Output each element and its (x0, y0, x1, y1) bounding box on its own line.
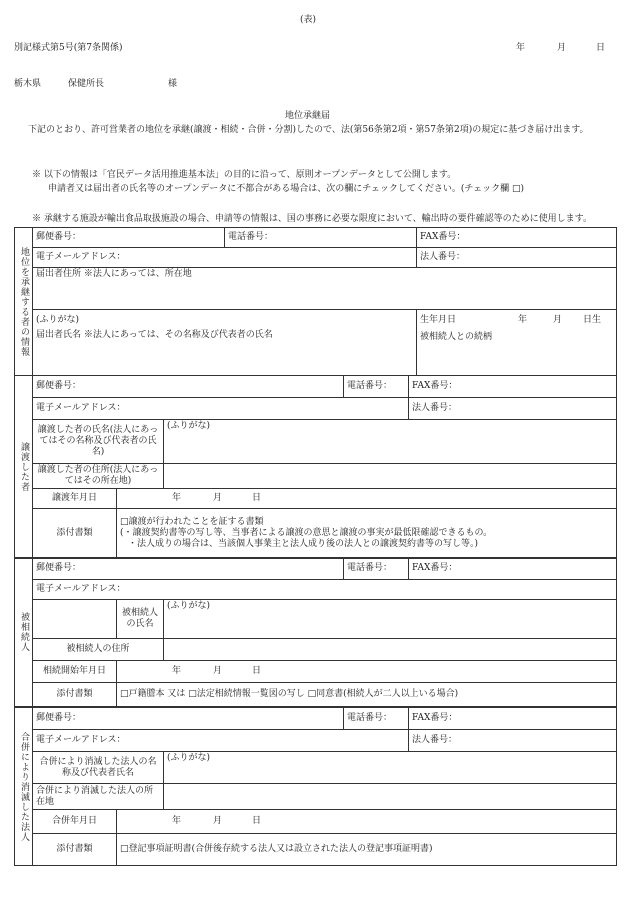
s4-phone[interactable] (344, 708, 409, 730)
transferor-table (14, 375, 617, 559)
s4-corp-no-label: 法人番号： (412, 735, 458, 745)
addressee-office: 保健所長 (68, 79, 105, 89)
s4-name-label-cell: 合併により消滅した法人の名称及び代表者氏名 (33, 752, 164, 784)
s3-name[interactable] (164, 600, 617, 638)
successor-table (14, 227, 617, 376)
s2-email-label: 電子メールアドレス： (36, 403, 126, 413)
s2-month: 月 (213, 493, 223, 503)
s1-birth-year: 年 (518, 315, 528, 325)
s2-attach-label: 添付書類 (33, 509, 117, 559)
s2-fax-label: FAX番号： (412, 381, 458, 391)
s2-date[interactable] (117, 489, 617, 509)
section3-heading: 被相続人 (15, 558, 33, 707)
s1-phone[interactable] (225, 228, 417, 248)
section4-heading: 合併により消滅した法人 (15, 708, 33, 866)
s2-attach-line3: ・法人成りの場合は、当該個人事業主と法人成り後の法人との譲渡契約書等の写し等。) (128, 539, 479, 549)
s4-name[interactable] (164, 752, 617, 784)
s4-address-label-cell: 合併により消滅した法人の所在地 (33, 784, 164, 810)
s4-email[interactable] (33, 730, 409, 752)
top-mark: (表) (300, 15, 317, 25)
s3-date-label: 相続開始年月日 (33, 660, 117, 682)
s2-day: 日 (252, 493, 262, 503)
s2-name[interactable] (164, 420, 617, 464)
s4-day: 日 (252, 816, 262, 826)
s1-postal-label: 郵便番号： (36, 232, 82, 242)
addressee-prefecture: 栃木県 (14, 79, 42, 89)
merged-corp-table (14, 707, 617, 866)
s4-attach[interactable]: □登記事項証明書(合併後存続する法人又は設立された法人の登記事項証明書) (117, 834, 617, 866)
s1-fax[interactable] (417, 228, 617, 248)
s1-address[interactable] (33, 268, 617, 310)
date-day: 日 (596, 43, 606, 53)
s2-address-label-cell: 譲渡した者の住所(法人にあってはその所在地) (33, 464, 164, 489)
s2-corp-no-label: 法人番号： (412, 403, 458, 413)
s1-birth-relation[interactable] (417, 310, 617, 376)
s4-address[interactable] (164, 784, 617, 810)
s1-corp-no-label: 法人番号： (420, 252, 466, 262)
s4-year: 年 (172, 816, 182, 826)
s2-phone-label: 電話番号： (347, 381, 393, 391)
s4-month: 月 (213, 816, 223, 826)
s2-postal[interactable] (33, 376, 344, 398)
s2-corp-no[interactable] (409, 398, 617, 420)
s3-email[interactable] (33, 580, 617, 600)
s3-name-label-cell: 被相続人の氏名 (117, 600, 164, 638)
s2-name-label-cell: 譲渡した者の氏名(法人にあってはその名称及び代表者の氏名) (33, 420, 164, 464)
form-number: 別記様式第5号(第7条関係) (14, 43, 123, 53)
s4-date-label: 合併年月日 (33, 810, 117, 834)
s3-phone-label: 電話番号： (347, 563, 393, 574)
s1-address-label: 届出者住所 ※法人にあっては、所在地 (36, 269, 192, 279)
s2-postal-label: 郵便番号： (36, 381, 82, 391)
s1-birth-label: 生年月日 (420, 315, 457, 325)
s3-fax-label: FAX番号： (412, 563, 458, 574)
date-year: 年 (516, 43, 526, 53)
s3-furigana-label: (ふりがな) (167, 601, 211, 612)
intro-text: 下記のとおり、許可営業者の地位を承継(譲渡・相続・合併・分割)したので、法(第56条第2項・第57条第2項)の規定に基づき届け出ます。 (28, 125, 589, 135)
s3-attach-label: 添付書類 (33, 682, 117, 706)
s1-name-label: 届出者氏名 ※法人にあっては、その名称及び代表者の氏名 (36, 330, 273, 340)
s1-furigana-label: (ふりがな) (36, 315, 80, 325)
s3-address[interactable] (164, 638, 617, 660)
section1-heading: 地位を承継する者の情報 (15, 228, 33, 376)
s3-postal[interactable] (33, 558, 344, 580)
s2-attach[interactable] (117, 509, 617, 559)
s4-date[interactable] (117, 810, 617, 834)
s4-attach-label: 添付書類 (33, 834, 117, 866)
s2-phone[interactable] (344, 376, 409, 398)
date-month: 月 (557, 43, 567, 53)
export-note: ※ 承継する施設が輸出食品取扱施設の場合、申請等の情報は、国の事務に必要な限度において、輸出時の要件確認等のために使用します。 (32, 214, 592, 224)
s2-year: 年 (172, 493, 182, 503)
s1-email[interactable] (33, 248, 417, 268)
s4-corp-no[interactable] (409, 730, 617, 752)
s1-postal[interactable] (33, 228, 225, 248)
s4-email-label: 電子メールアドレス： (36, 735, 126, 745)
s3-fax[interactable] (409, 558, 617, 580)
s2-attach-line2: (・譲渡契約書等の写し等、当事者による譲渡の意思と譲渡の事実が最低限確認できるもの。 (120, 528, 493, 538)
s4-postal[interactable] (33, 708, 344, 730)
s1-birth-day: 日生 (583, 315, 602, 325)
document-title: 地位承継届 (285, 111, 331, 121)
s3-phone[interactable] (344, 558, 409, 580)
section2-heading: 譲渡した者 (15, 376, 33, 559)
s3-day: 日 (252, 665, 262, 676)
s4-phone-label: 電話番号： (347, 713, 393, 723)
s4-fax[interactable] (409, 708, 617, 730)
s3-email-label: 電子メールアドレス： (36, 584, 126, 595)
s4-fax-label: FAX番号： (412, 713, 458, 723)
s1-relation-label: 被相続人との続柄 (420, 332, 493, 342)
s2-email[interactable] (33, 398, 409, 420)
s3-year: 年 (172, 665, 182, 676)
s1-phone-label: 電話番号： (228, 232, 274, 242)
s2-address[interactable] (164, 464, 617, 489)
s1-corp-no[interactable] (417, 248, 617, 268)
s3-date[interactable] (117, 660, 617, 682)
s2-attach-line1[interactable]: □譲渡が行われたことを証する書類 (120, 517, 264, 527)
s1-fax-label: FAX番号： (420, 232, 466, 242)
s2-date-label: 譲渡年月日 (33, 489, 117, 509)
open-data-note: ※ 以下の情報は「官民データ活用推進基本法」の目的に沿って、原則オープンデータとして公開します。 (32, 170, 457, 180)
s2-fax[interactable] (409, 376, 617, 398)
addressee-honorific: 様 (168, 79, 178, 89)
s3-attach[interactable]: □戸籍謄本 又は □法定相続情報一覧図の写し □同意書(相続人が二人以上いる場合) (117, 682, 617, 706)
s3-month: 月 (213, 665, 223, 676)
s1-email-label: 電子メールアドレス： (36, 252, 126, 262)
open-data-checkbox-note: 申請者又は届出者の氏名等のオープンデータに不都合がある場合は、次の欄にチェックしてください。(チェック欄 □) (48, 184, 525, 194)
s1-name[interactable] (33, 310, 417, 376)
s1-birth-month: 月 (553, 315, 563, 325)
s4-postal-label: 郵便番号： (36, 713, 82, 723)
s2-furigana-label: (ふりがな) (167, 421, 211, 431)
decedent-table (14, 557, 617, 707)
s3-address-label-cell: 被相続人の住所 (33, 638, 164, 660)
s4-furigana-label: (ふりがな) (167, 753, 211, 763)
s3-postal-label: 郵便番号： (36, 563, 82, 574)
